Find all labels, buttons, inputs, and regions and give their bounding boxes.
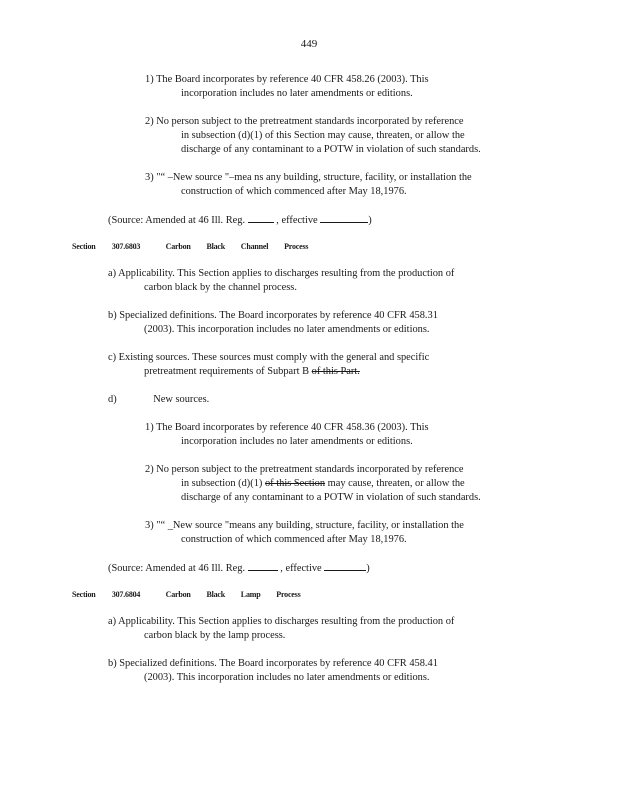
section-word: Section (72, 590, 96, 599)
section-title: Carbon Black Channel Process (165, 242, 309, 251)
page-number: 449 (300, 38, 318, 50)
reg-blank (248, 213, 274, 223)
subsection-c (108, 351, 429, 379)
subsection-d3-line2: construction of which commenced after May 18,1976. (181, 186, 407, 197)
subsection-a-line2: carbon black by the channel process. (144, 282, 297, 293)
d2-line1: 2) No person subject to the pretreatment standards incorporated by reference (145, 464, 464, 475)
source-note-suffix: ) (366, 563, 370, 574)
d2-line2-pre: in subsection (d)(1) (181, 478, 263, 489)
subsection-a-line2: carbon black by the lamp process. (144, 630, 286, 641)
subsection-d-text: New sources. (153, 394, 210, 405)
subsection-c-line2: pretreatment requirements of Subpart B (144, 366, 310, 377)
subsection-b (108, 309, 438, 337)
source-note (108, 213, 372, 228)
section-number: 307.6803 (111, 242, 141, 251)
subsection-d (108, 393, 209, 407)
section-title: Carbon Black Lamp Process (165, 590, 301, 599)
subsection-b (108, 657, 438, 685)
struck-text: of this Section (264, 478, 326, 489)
struck-text: of this Part. (311, 366, 360, 377)
subsection-d2-line2: in subsection (d)(1) of this Section may cause, threaten, or allow the (181, 130, 465, 141)
section-word: Section (72, 242, 96, 251)
subsection-b-line1: b) Specialized definitions. The Board incorporates by reference 40 CFR 458.31 (108, 310, 438, 321)
section-number: 307.6804 (111, 590, 141, 599)
source-note (108, 561, 370, 576)
d1-line2: incorporation includes no later amendments or editions. (181, 436, 413, 447)
d3-line1: 3) "“ _New source "means any building, structure, facility, or installation the (145, 520, 464, 531)
subsection-d1-new (145, 421, 429, 449)
subsection-d2-line3: discharge of any contaminant to a POTW in violation of such standards. (181, 144, 481, 155)
subsection-d1-line2: incorporation includes no later amendments or editions. (181, 88, 413, 99)
subsection-d3-new (145, 519, 464, 547)
d1-line1: 1) The Board incorporates by reference 40 CFR 458.36 (2003). This (145, 422, 429, 433)
section-heading-6804 (72, 590, 300, 599)
effective-blank (324, 561, 366, 571)
subsection-b-line1: b) Specialized definitions. The Board incorporates by reference 40 CFR 458.41 (108, 658, 438, 669)
source-note-middle: , effective (280, 563, 322, 574)
reg-blank (248, 561, 278, 571)
subsection-b-line2: (2003). This incorporation includes no later amendments or editions. (144, 672, 430, 683)
d3-line2: construction of which commenced after May 18,1976. (181, 534, 407, 545)
subsection-c-line1: c) Existing sources. These sources must comply with the general and specific (108, 352, 430, 363)
subsection-d2-line1: 2) No person subject to the pretreatment standards incorporated by reference (145, 116, 464, 127)
subsection-d1 (145, 73, 429, 101)
subsection-d3-line1: 3) "“ –New source "–mea ns any building, structure, facility, or installation the (145, 172, 472, 183)
subsection-b-line2: (2003). This incorporation includes no later amendments or editions. (144, 324, 430, 335)
section-heading-6803 (72, 242, 308, 251)
subsection-d2 (145, 115, 481, 157)
subsection-d2-new (145, 463, 481, 505)
source-note-prefix: (Source: Amended at 46 Ill. Reg. (108, 563, 246, 574)
effective-blank (320, 213, 368, 223)
subsection-d3 (145, 171, 472, 199)
subsection-a-line1: a) Applicability. This Section applies to discharges resulting from the production of (108, 268, 455, 279)
d2-line2-post: may cause, threaten, or allow the (327, 478, 465, 489)
subsection-a-line1: a) Applicability. This Section applies to discharges resulting from the production of (108, 616, 455, 627)
subsection-a (108, 615, 454, 643)
source-note-middle: , effective (276, 215, 318, 226)
source-note-prefix: (Source: Amended at 46 Ill. Reg. (108, 215, 246, 226)
subsection-d1-line1: 1) The Board incorporates by reference 40 CFR 458.26 (2003). This (145, 74, 429, 85)
subsection-a (108, 267, 454, 295)
source-note-suffix: ) (368, 215, 372, 226)
subsection-d-label: d) (108, 394, 117, 405)
d2-line3: discharge of any contaminant to a POTW in violation of such standards. (181, 492, 481, 503)
